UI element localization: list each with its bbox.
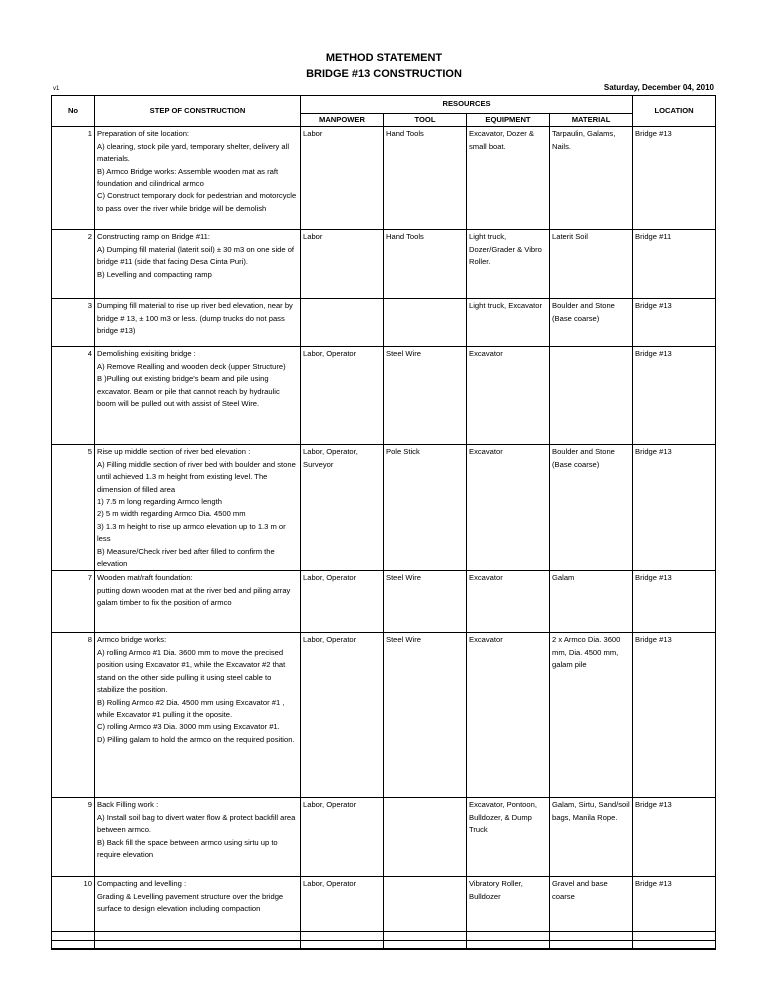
empty-cell [52,941,95,949]
header-equipment: EQUIPMENT [467,114,550,127]
cell-manpower: Labor, Operator, Surveyor [301,445,384,571]
cell-step: Preparation of site location: A) clearing, stock pile yard, temporary shelter, delivery all materials. B) Armco Bridge works: Assemble wooden mat as raft foundation and cilindrical armco C) Construct temporary dock for pedestrian and motorcycle to pass over the river while bridge will be demolish [95,127,301,230]
cell-material: Gravel and base coarse [550,877,633,932]
table-row [52,127,716,230]
cell-step: Wooden mat/raft foundation: putting down wooden mat at the river bed and piling array galam timber to fix the position of armco [95,571,301,633]
cell-location: Bridge #13 [633,347,716,445]
cell-material: 2 x Armco Dia. 3600 mm, Dia. 4500 mm, galam pile [550,633,633,798]
empty-cell [95,932,301,941]
cell-location: Bridge #13 [633,798,716,877]
header-material: MATERIAL [550,114,633,127]
table-row [52,571,716,633]
table-row [52,299,716,347]
cell-location: Bridge #13 [633,299,716,347]
cell-material: Galam [550,571,633,633]
cell-location: Bridge #13 [633,571,716,633]
cell-step: Back Filling work : A) Install soil bag to divert water flow & protect backfill area between armco. B) Back fill the space between armco using sirtu up to require elevation [95,798,301,877]
cell-equipment: Excavator, Pontoon, Bulldozer, & Dump Truck [467,798,550,877]
table-row [52,798,716,877]
cell-tool: Steel Wire [384,571,467,633]
cell-tool: Pole Stick [384,445,467,571]
header-no: No [52,96,95,127]
cell-manpower: Labor, Operator [301,798,384,877]
cell-material: Boulder and Stone (Base coarse) [550,445,633,571]
cell-material [550,347,633,445]
cell-no: 7 [52,571,95,633]
table-row [52,633,716,798]
cell-manpower: Labor, Operator [301,347,384,445]
empty-cell [384,932,467,941]
method-statement-table [51,95,716,950]
cell-manpower: Labor, Operator [301,633,384,798]
empty-cell [633,932,716,941]
cell-material: Laterit Soil [550,230,633,299]
empty-cell [550,941,633,949]
cell-material: Tarpaulin, Galams, Nails. [550,127,633,230]
empty-cell [633,941,716,949]
cell-tool: Hand Tools [384,230,467,299]
cell-material: Boulder and Stone (Base coarse) [550,299,633,347]
document-title: METHOD STATEMENT [325,52,443,64]
cell-tool [384,299,467,347]
cell-material: Galam, Sirtu, Sand/soil bags, Manila Rope. [550,798,633,877]
empty-cell [384,941,467,949]
cell-equipment: Light truck, Excavator [467,299,550,347]
cell-no: 10 [52,877,95,932]
cell-tool: Steel Wire [384,633,467,798]
table-row [52,877,716,932]
cell-no: 2 [52,230,95,299]
cell-location: Bridge #13 [633,633,716,798]
empty-cell [467,932,550,941]
cell-no: 4 [52,347,95,445]
cell-no: 8 [52,633,95,798]
table-body [52,127,716,949]
cell-step: Constructing ramp on Bridge #11: A) Dumping fill material (laterit soil) ± 30 m3 on one side of bridge #11 (side that facing Desa Cinta Puri). B) Levelling and compacting ramp [95,230,301,299]
cell-equipment: Vibratory Roller, Bulldozer [467,877,550,932]
cell-equipment: Light truck, Dozer/Grader & Vibro Roller. [467,230,550,299]
empty-cell [301,932,384,941]
empty-row [52,932,716,941]
header-tool: TOOL [384,114,467,127]
document-date: Saturday, December 04, 2010 [603,83,714,92]
empty-cell [467,941,550,949]
cell-no: 9 [52,798,95,877]
cell-equipment: Excavator [467,347,550,445]
cell-tool: Steel Wire [384,347,467,445]
cell-step: Armco bridge works: A) rolling Armco #1 Dia. 3600 mm to move the precised position using Excavator #1, while the Excavator #2 that stand on the other side pulling it using steel cable to stabilize the position. B) Rolling Armco #2 Dia. 4500 mm using Excavator #1 , while Excavator #1 pulling it the oposite. C) rolling Armco #3 Dia. 3000 mm using Excavator #1. D) Pilling galam to hold the armco on the required position. [95,633,301,798]
cell-equipment: Excavator [467,571,550,633]
empty-cell [95,941,301,949]
cell-tool [384,877,467,932]
header-step: STEP OF CONSTRUCTION [95,96,301,127]
cell-equipment: Excavator [467,445,550,571]
cell-no: 1 [52,127,95,230]
header-location: LOCATION [633,96,716,127]
table-row [52,230,716,299]
cell-location: Bridge #13 [633,127,716,230]
cell-location: Bridge #11 [633,230,716,299]
empty-cell [301,941,384,949]
empty-row [52,941,716,949]
cell-tool [384,798,467,877]
cell-location: Bridge #13 [633,877,716,932]
empty-cell [52,932,95,941]
header-resources: RESOURCES [301,96,633,114]
cell-manpower: Labor [301,230,384,299]
cell-step: Dumping fill material to rise up river bed elevation, near by bridge # 13, ± 100 m3 or less. (dump trucks do not pass bridge #13) [95,299,301,347]
header-manpower: MANPOWER [301,114,384,127]
version-label: v1 [53,86,60,92]
cell-step: Compacting and levelling : Grading & Levelling pavement structure over the bridge surface to design elevation including compaction [95,877,301,932]
cell-tool: Hand Tools [384,127,467,230]
empty-cell [550,932,633,941]
cell-manpower: Labor, Operator [301,571,384,633]
cell-equipment: Excavator, Dozer & small boat. [467,127,550,230]
table-row [52,445,716,571]
cell-manpower: Labor [301,127,384,230]
cell-no: 5 [52,445,95,571]
cell-location: Bridge #13 [633,445,716,571]
cell-manpower [301,299,384,347]
cell-no: 3 [52,299,95,347]
document-subtitle: BRIDGE #13 CONSTRUCTION [306,68,462,80]
cell-equipment: Excavator [467,633,550,798]
cell-manpower: Labor, Operator [301,877,384,932]
cell-step: Rise up middle section of river bed elevation : A) Filling middle section of river bed with boulder and stone until achieved 1.3 m height from existing level. The dimension of filled area 1) 7.5 m long regarding Armco length 2) 5 m width regarding Armco Dia. 4500 mm 3) 1.3 m height to rise up armco elevation up to 1.3 m or less B) Measure/Check river bed after filled to confirm the elevation [95,445,301,571]
table-row [52,347,716,445]
cell-step: Demolishing exisiting bridge : A) Remove Realling and wooden deck (upper Structure) B )Pulling out existing bridge's beam and pile using excavator. Beam or pile that cannot reach by hydraulic boom will be pulled out with assist of Steel Wire. [95,347,301,445]
